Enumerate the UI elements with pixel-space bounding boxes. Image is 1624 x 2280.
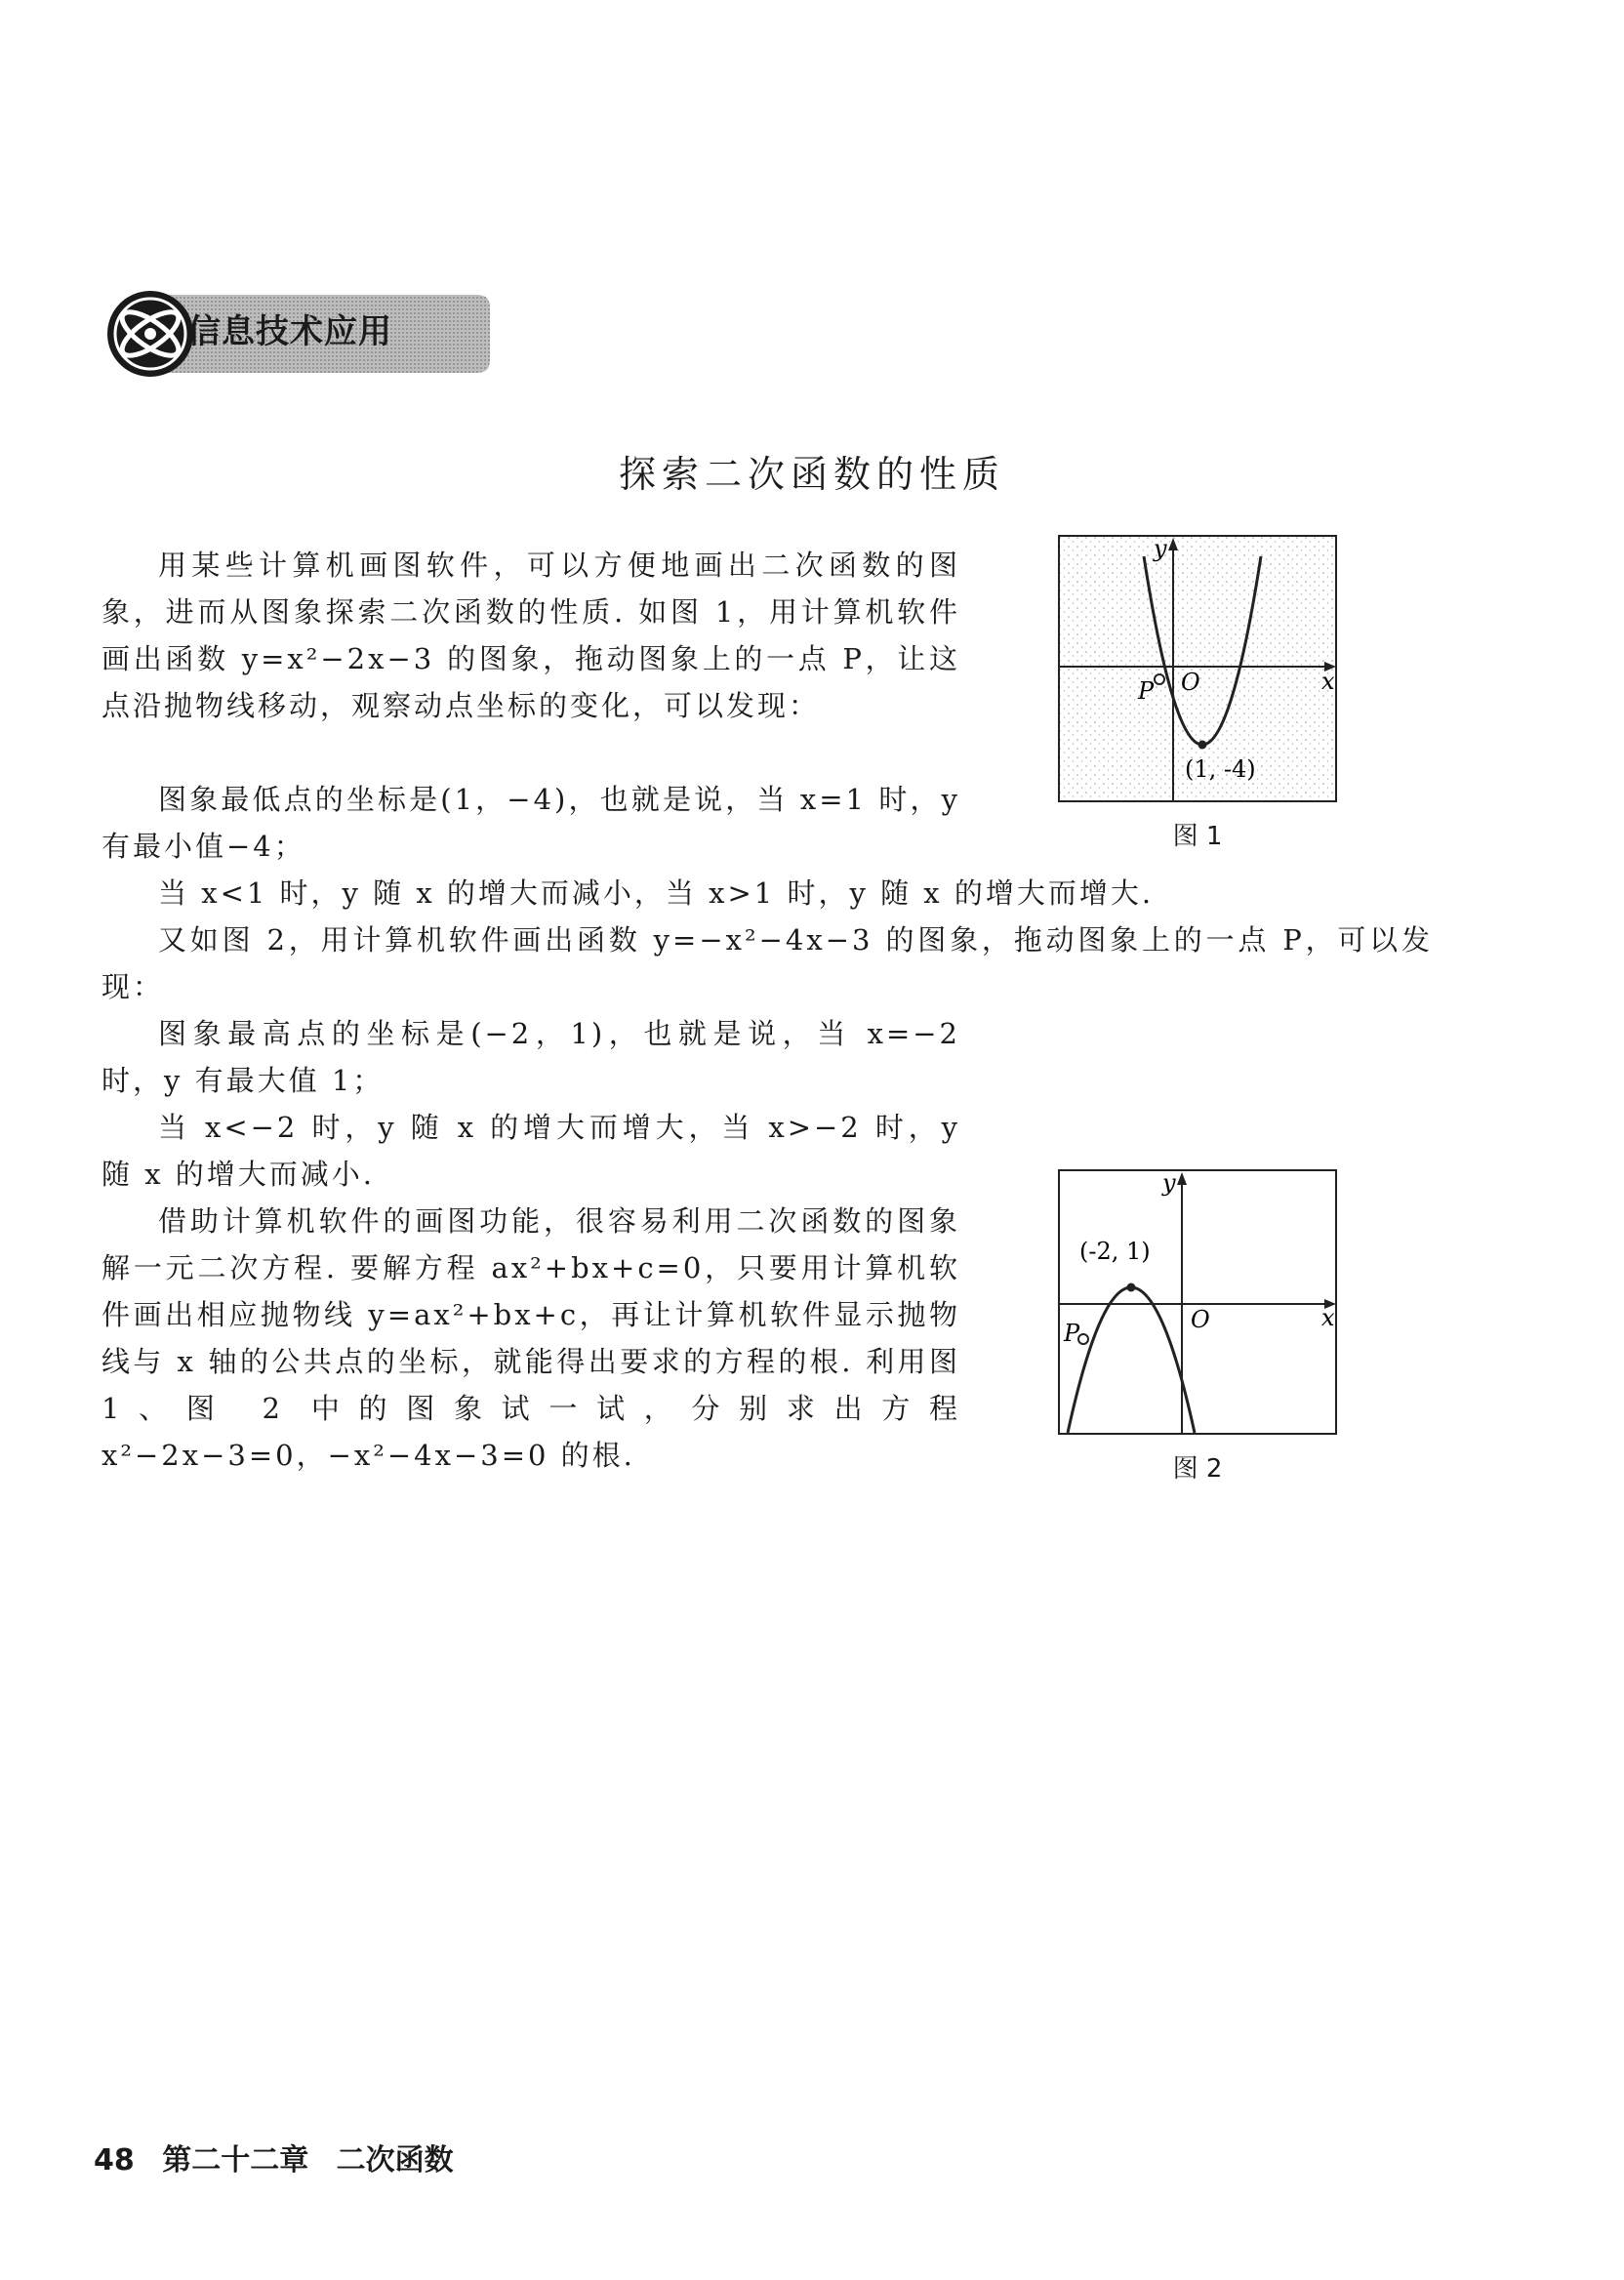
paragraph-example-2: 又如图 2，用计算机软件画出函数 y=−x²−4x−3 的图象，拖动图象上的一点 P，可以发现： — [102, 923, 1433, 1003]
figure-1-vertex-label: (1, -4) — [1185, 755, 1256, 783]
figure-1-y-label: y — [1154, 535, 1167, 562]
figure-2-caption: 图 2 — [1172, 1454, 1223, 1484]
figure-2-vertex-point — [1127, 1283, 1136, 1292]
figure-1-moving-point — [1155, 674, 1164, 684]
banner-label: 信息技术应用 — [187, 312, 392, 351]
figure-1-vertex-point — [1198, 741, 1207, 750]
paragraph-maximum: 图象最高点的坐标是(−2，1)，也就是说，当 x=−2 时，y 有最大值 1； — [102, 1017, 960, 1097]
figure-2-graph — [1058, 1169, 1337, 1435]
figure-2-x-label: x — [1321, 1304, 1335, 1331]
atom-orbit-icon — [107, 291, 193, 377]
figure-2-frame — [1059, 1170, 1336, 1434]
chapter-number: 第二十二章 — [162, 2143, 309, 2178]
figure-1-point-label: P — [1138, 677, 1155, 705]
figure-2-point-label: P — [1064, 1320, 1080, 1347]
paragraph-intro: 用某些计算机画图软件，可以方便地画出二次函数的图象，进而从图象探索二次函数的性质. 如图 1，用计算机软件画出函数 y=x²−2x−3 的图象，拖动图象上的一点 P，让这点沿抛物线移动，观察动点坐标的变化，可以发现： — [102, 549, 960, 722]
page-footer — [94, 2136, 471, 2178]
page-number: 48 — [94, 2143, 135, 2178]
figure-1-caption: 图 1 — [1172, 822, 1223, 851]
paragraph-monotonic-1: 当 x<1 时，y 随 x 的增大而减小，当 x>1 时，y 随 x 的增大而增大. — [158, 876, 1155, 910]
figure-2-origin-label: O — [1191, 1306, 1210, 1333]
paragraph-minimum: 图象最低点的坐标是(1，−4)，也就是说，当 x=1 时，y 有最小值−4； — [102, 783, 960, 863]
figure-2-moving-point — [1078, 1334, 1088, 1344]
figure-1-origin-label: O — [1181, 669, 1200, 696]
figure-2-vertex-label: (-2, 1) — [1079, 1238, 1151, 1265]
section-banner — [102, 285, 492, 383]
chapter-title: 二次函数 — [336, 2143, 454, 2178]
paragraph-solve-equations: 借助计算机软件的画图功能，很容易利用二次函数的图象解一元二次方程. 要解方程 ax²+bx+c=0，只要用计算机软件画出相应抛物线 y=ax²+bx+c，再让计算机软件显示抛物线与 x 轴的公共点的坐标，就能得出要求的方程的根. 利用图 1、图 2 中的图象试一试，分别求出方程 x²−2x−3=0，−x²−4x−3=0 的根. — [102, 1204, 960, 1472]
page-title: 探索二次函数的性质 — [618, 453, 1005, 496]
figure-2-y-label: y — [1162, 1169, 1176, 1197]
figure-1-graph — [1058, 535, 1337, 802]
paragraph-monotonic-2: 当 x<−2 时，y 随 x 的增大而增大，当 x>−2 时，y 随 x 的增大而减小. — [102, 1111, 960, 1191]
figure-1-x-label: x — [1321, 668, 1335, 695]
